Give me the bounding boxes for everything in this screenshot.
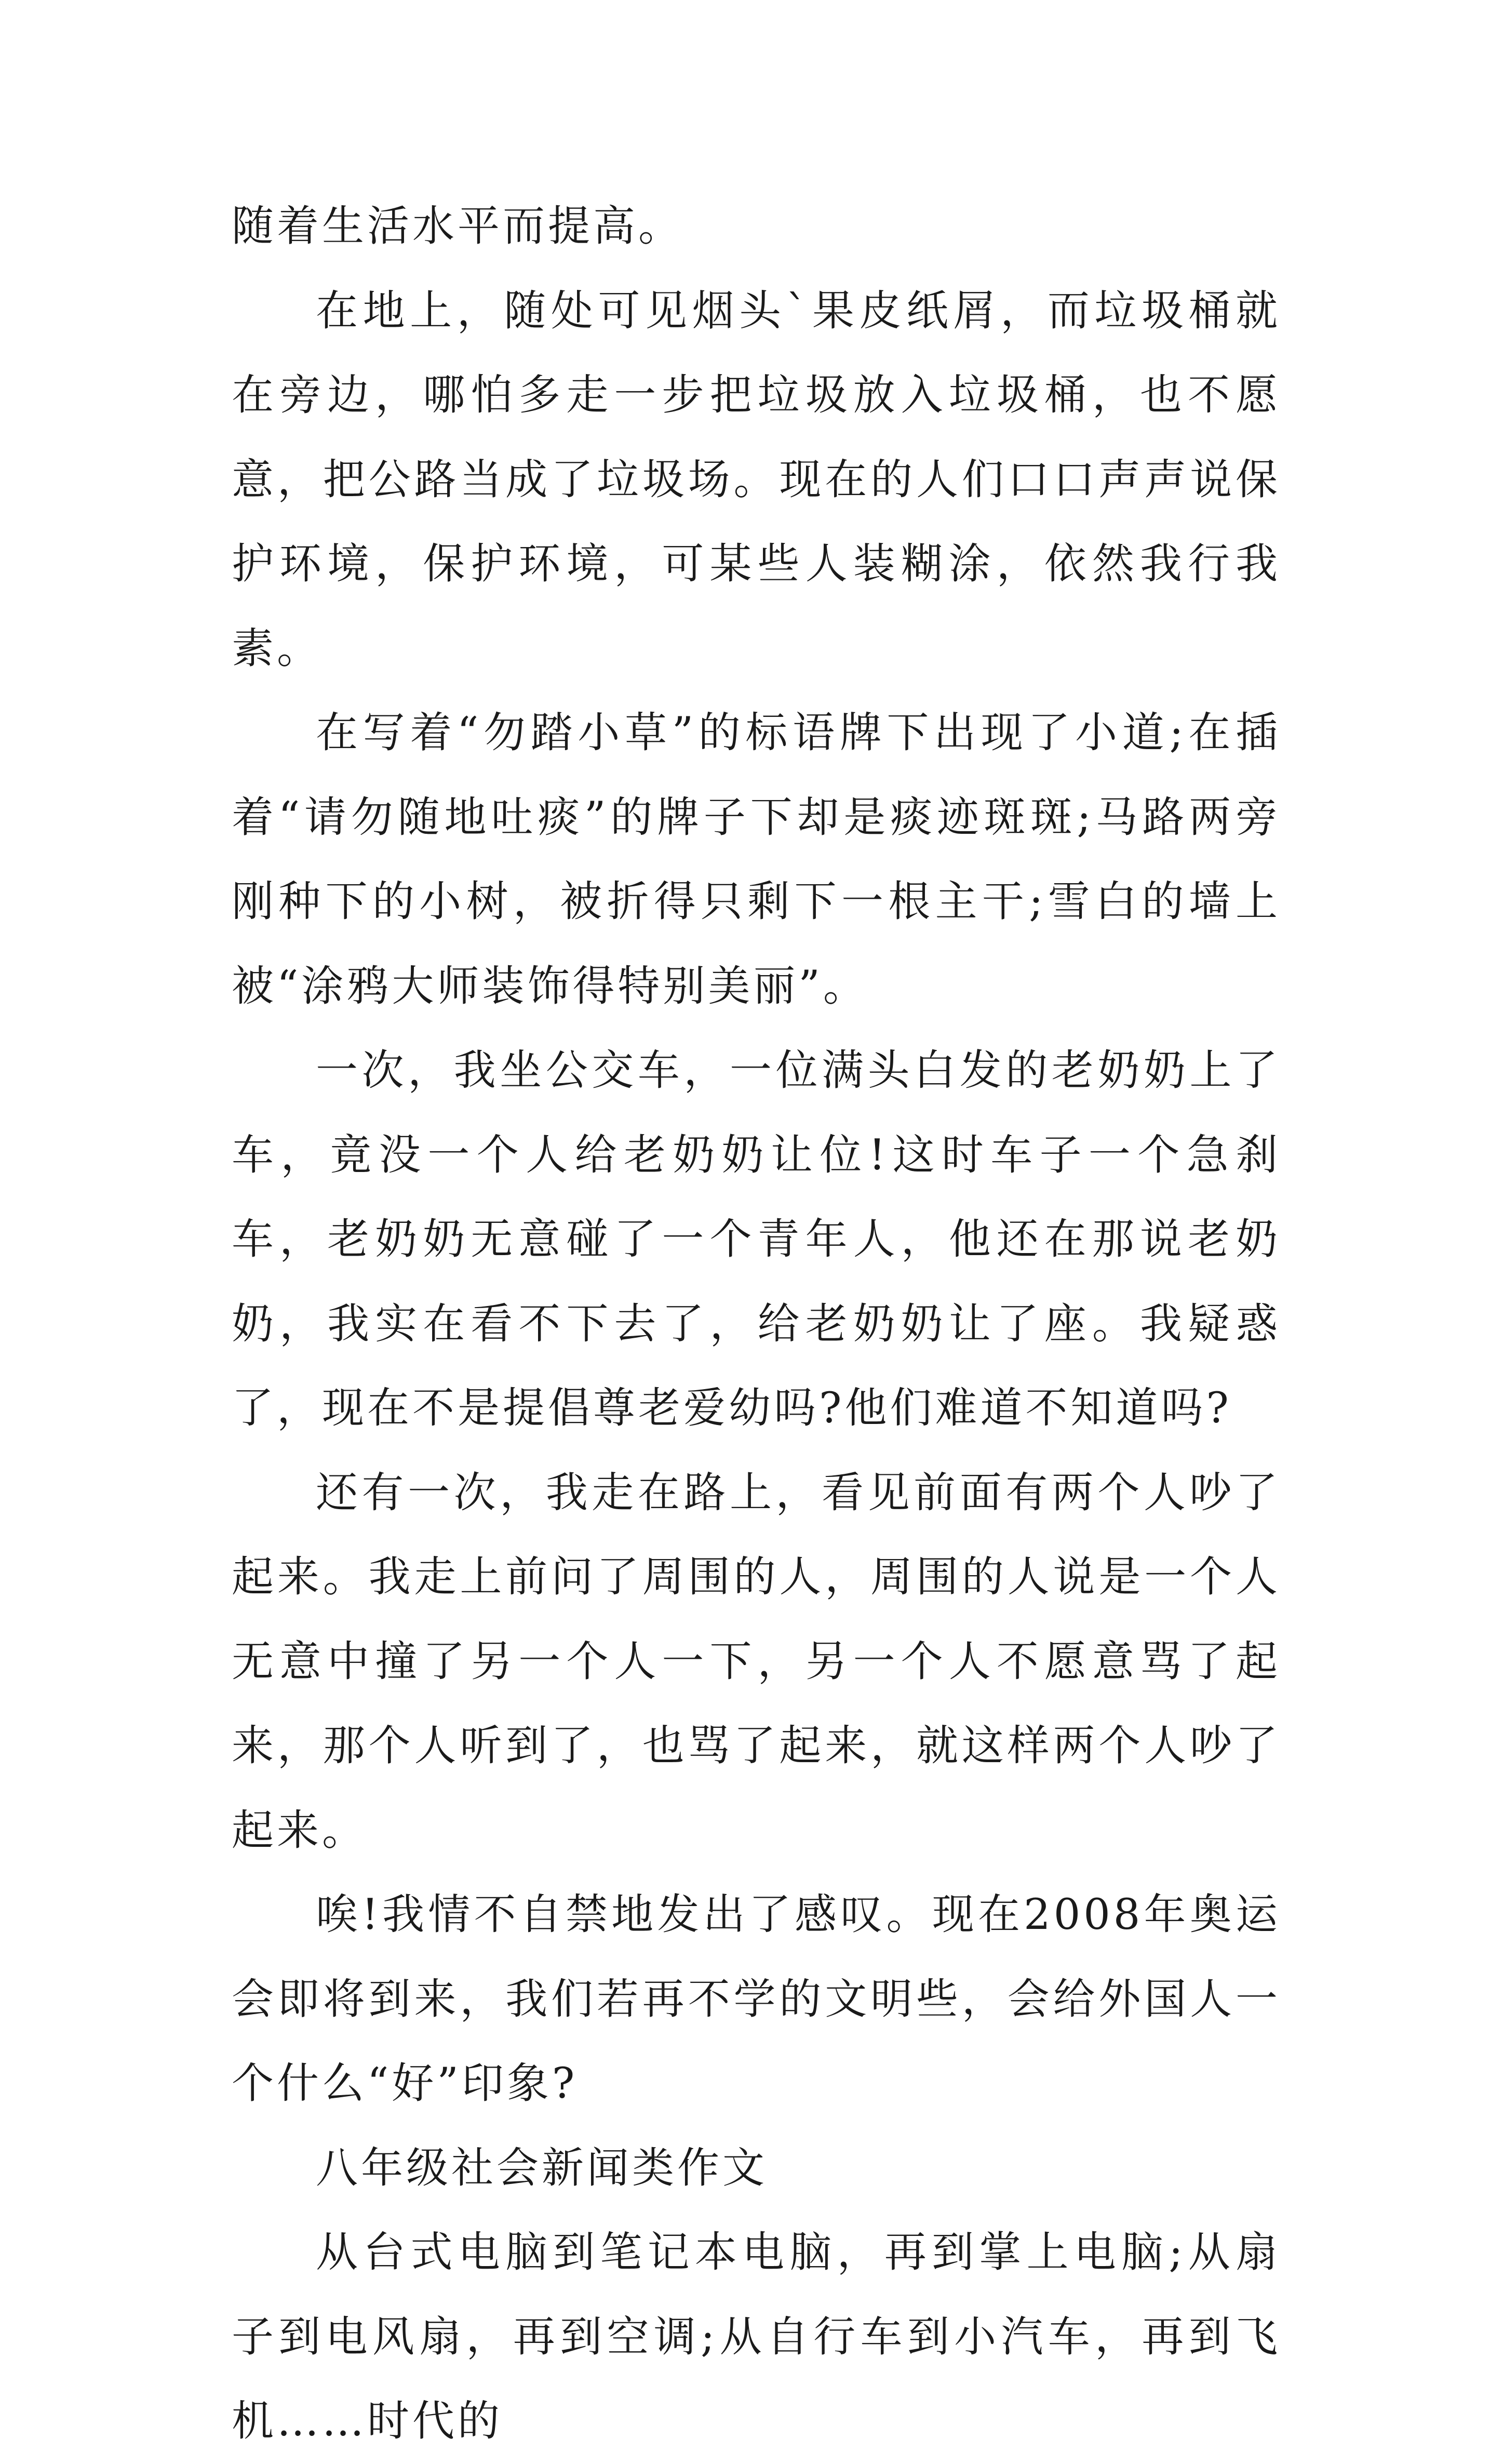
paragraph-3: 在写着“勿踏小草”的标语牌下出现了小道;在插着“请勿随地吐痰”的牌子下却是痰迹斑斑;马路两旁刚种下的小树，被折得只剩下一根主干;雪白的墙上被“涂鸦大师装饰得特别美丽”。 <box>232 709 1281 1011</box>
body-text <box>232 184 1281 2464</box>
paragraph-4: 一次，我坐公交车，一位满头白发的老奶奶上了车，竟没一个人给老奶奶让位!这时车子一个急刹车，老奶奶无意碰了一个青年人，他还在那说老奶奶，我实在看不下去了，给老奶奶让了座。我疑惑了，现在不是提倡尊老爱幼吗?他们难道不知道吗? <box>232 1046 1281 1433</box>
paragraph-2: 在地上，随处可见烟头`果皮纸屑，而垃圾桶就在旁边，哪怕多走一步把垃圾放入垃圾桶，也不愿意，把公路当成了垃圾场。现在的人们口口声声说保护环境，保护环境，可某些人装糊涂，依然我行我素。 <box>232 286 1281 673</box>
section-heading: 八年级社会新闻类作文 <box>316 2143 768 2193</box>
paragraph-6: 唉!我情不自禁地发出了感叹。现在2008年奥运会即将到来，我们若再不学的文明些，会给外国人一个什么“好”印象? <box>232 1890 1281 2108</box>
paragraph-7: 从台式电脑到笔记本电脑，再到掌上电脑;从扇子到电风扇，再到空调;从自行车到小汽车，再到飞机……时代的 <box>232 2228 1281 2446</box>
paragraph-1: 随着生活水平而提高。 <box>232 202 684 251</box>
paragraph-5: 还有一次，我走在路上，看见前面有两个人吵了起来。我走上前问了周围的人，周围的人说是一个人无意中撞了另一个人一下，另一个人不愿意骂了起来，那个人听到了，也骂了起来，就这样两个人吵了起来。 <box>232 1468 1281 1855</box>
